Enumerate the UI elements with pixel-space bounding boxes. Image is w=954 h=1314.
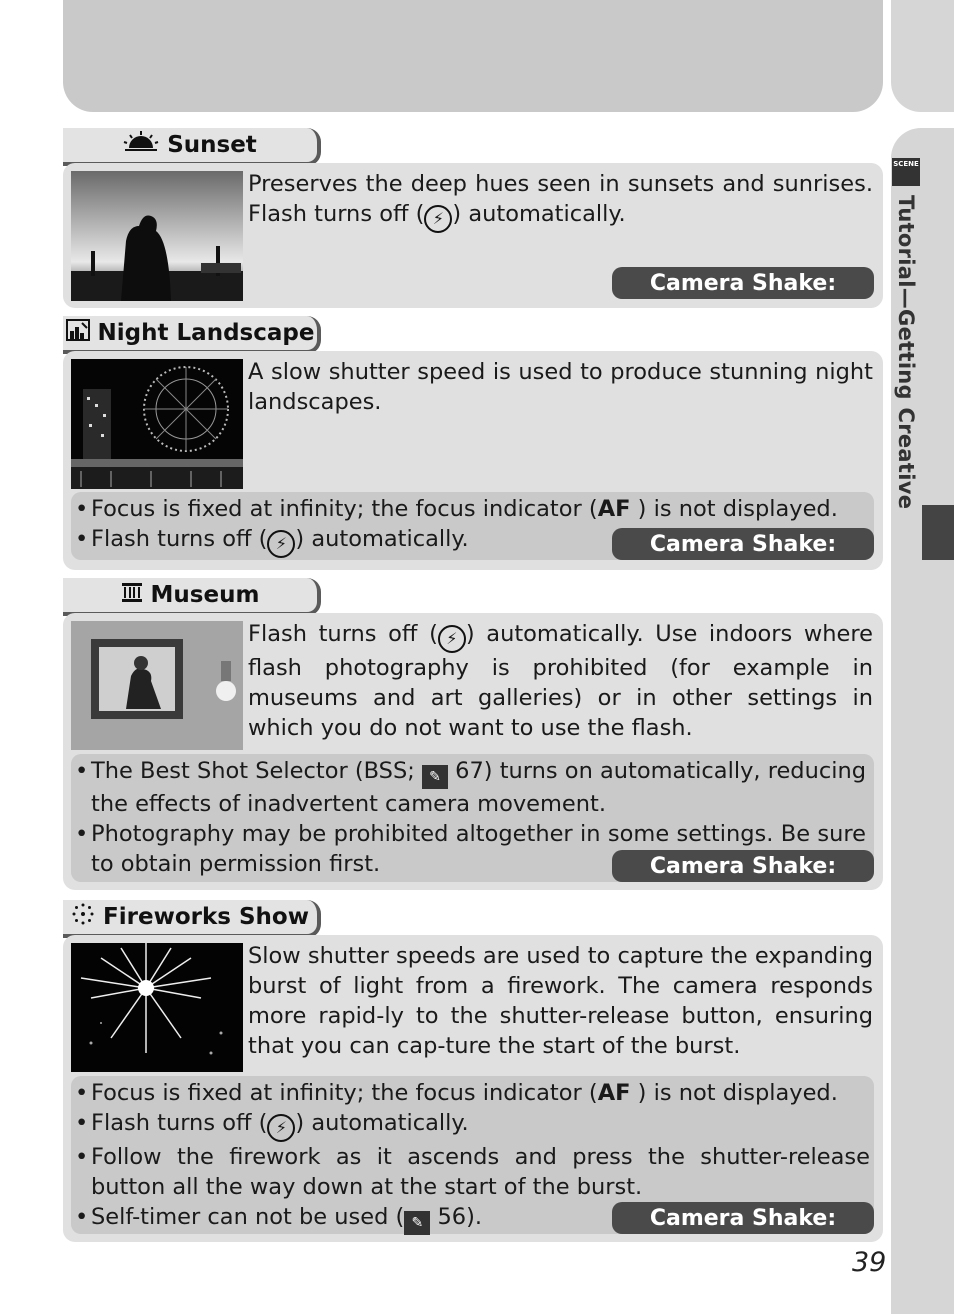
note-item: • Photography may be prohibited altogether in some settings. Be sure to obtain permission first. xyxy=(71,819,866,879)
camera-shake-badge: Camera Shake: xyxy=(612,850,874,882)
section-museum xyxy=(63,613,883,890)
scene-mode-icon: SCENE xyxy=(892,158,920,186)
note-item: • Follow the firework as it ascends and press the shutter-release button all the way down at the start of the burst. xyxy=(71,1142,870,1202)
fireworks-photo xyxy=(71,943,243,1072)
sunset-photo xyxy=(71,171,243,301)
fireworks-icon xyxy=(71,902,95,932)
page-number: 39 xyxy=(852,1247,887,1278)
note-item: • Self-timer can not be used ( ✎ 56). xyxy=(71,1202,870,1235)
note-item: • Flash turns off ( ⚡ ) automatically. xyxy=(71,1108,870,1142)
page-reference-icon: ✎ xyxy=(404,1211,430,1235)
section-title-museum: Museum xyxy=(63,578,321,616)
camera-shake-badge: Camera Shake: xyxy=(612,267,874,299)
note-item: • Focus is fixed at infinity; the focus indicator (AF ) is not displayed. xyxy=(71,494,874,524)
section-sunset xyxy=(63,163,883,308)
note-item: • Flash turns off ( ⚡ ) automatically. xyxy=(71,524,874,558)
header-tab-corner xyxy=(891,0,954,112)
section-title-fireworks-show: Fireworks Show xyxy=(63,900,321,938)
fireworks-notes xyxy=(71,1076,874,1234)
section-title-night-landscape: Night Landscape xyxy=(63,316,321,354)
museum-photo xyxy=(71,621,243,750)
night-landscape-icon xyxy=(66,319,90,347)
page-reference-icon: ✎ xyxy=(422,765,448,789)
fireworks-description: Slow shutter speeds are used to capture the expanding burst of light from a firework. The camera responds more rapid-ly to the shutter-release button, ensuring that you can cap-ture the start of the burst. xyxy=(248,943,873,1059)
flash-off-icon: ⚡ xyxy=(424,205,452,233)
sunset-description: Preserves the deep hues seen in sunsets and sunrises. Flash turns off ( ⚡ ) automatically. xyxy=(248,169,873,233)
section-fireworks-show xyxy=(63,935,883,1242)
flash-off-icon: ⚡ xyxy=(438,625,466,653)
night-landscape-description: A slow shutter speed is used to produce stunning night landscapes. xyxy=(248,359,873,415)
note-item: • The Best Shot Selector (BSS; ✎ 67) turns on automatically, reducing the effects of inadvertent camera movement. xyxy=(71,756,866,819)
section-night-landscape xyxy=(63,351,883,570)
sunset-icon xyxy=(123,130,159,160)
note-item: • Focus is fixed at infinity; the focus indicator (AF ) is not displayed. xyxy=(71,1078,870,1108)
chapter-marker xyxy=(922,505,954,560)
camera-shake-badge: Camera Shake: xyxy=(612,1202,874,1234)
camera-shake-badge: Camera Shake: xyxy=(612,528,874,560)
section-title-sunset: Sunset xyxy=(63,128,321,166)
night-landscape-notes xyxy=(71,492,874,560)
night-landscape-photo xyxy=(71,359,243,489)
flash-off-icon: ⚡ xyxy=(267,530,295,558)
museum-notes xyxy=(71,754,874,882)
chapter-title: Tutorial—Getting Creative xyxy=(894,195,918,510)
header-band xyxy=(63,0,883,112)
museum-description: Flash turns off ( ⚡ ) automatically. Use indoors where flash photography is prohibited (for example in museums and art galleries) or in other settings in which you do not want to use the flash. xyxy=(248,621,873,741)
museum-icon xyxy=(121,581,143,609)
flash-off-icon: ⚡ xyxy=(267,1114,295,1142)
